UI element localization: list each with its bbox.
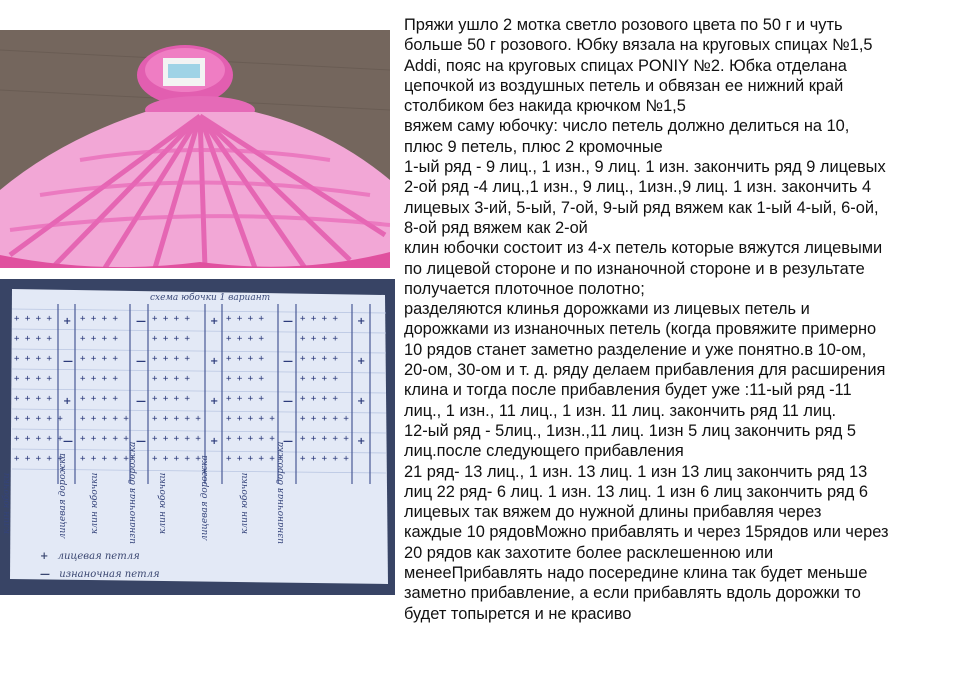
svg-text:+ + + +: + + + + (80, 374, 118, 384)
svg-text:+: + (63, 316, 72, 327)
text-line: вяжем саму юбочку: число петель должно делиться на 10, (404, 117, 850, 136)
svg-text:+ + + +: + + + + (14, 394, 52, 404)
svg-text:+: + (357, 436, 366, 447)
text-line: 20-ом, 30-ом и т. д. ряду делаем прибавления для расширения (404, 361, 886, 380)
svg-text:+ + + +: + + + + (226, 354, 264, 364)
svg-text:+ + + +: + + + + (300, 374, 338, 384)
svg-text:+ + + + +: + + + + + (300, 414, 349, 424)
legend-purl (40, 569, 160, 580)
text-line: разделяются клинья дорожками из лицевых петель и (404, 300, 810, 319)
text-line: получается плоточное полотно; (404, 279, 645, 298)
svg-text:+ + + + +: + + + + + (14, 414, 63, 424)
chart-column-label: лицевая дорожка (200, 455, 210, 541)
svg-text:+ + + +: + + + + (300, 394, 338, 404)
svg-text:+ + + + +: + + + + + (300, 434, 349, 444)
text-line: лиц., 1 изн., 11 лиц., 1 изн. 11 лиц. закончить ряд 11 лиц. (404, 401, 837, 420)
svg-text:+: + (357, 396, 366, 407)
svg-text:—: — (63, 356, 73, 367)
text-line: заметно прибавление, а если прибавлять вдоль дорожки то (404, 584, 861, 603)
text-line: лиц.после следующего прибавления (404, 442, 684, 461)
text-line: дорожками из изнаночных петель (когда провяжите примерно (404, 320, 877, 339)
text-line: Пряжи ушло 2 мотка светло розового цвета по 50 г и чуть (404, 16, 843, 34)
svg-text:+ + + +: + + + + (300, 334, 338, 344)
svg-text:+ + + +: + + + + (152, 314, 190, 324)
svg-text:+ + + + +: + + + + + (80, 434, 129, 444)
svg-text:—: — (136, 436, 146, 447)
svg-text:+ + + +: + + + + (14, 334, 52, 344)
svg-text:+ + + +: + + + + (152, 334, 190, 344)
svg-text:+ + + +: + + + + (300, 354, 338, 364)
chart-paper-illustration (0, 279, 395, 595)
svg-text:—: — (283, 396, 293, 407)
legend-text: лицевая петля (57, 551, 140, 562)
svg-text:+ + + +: + + + + (226, 334, 264, 344)
svg-text:+ + + +: + + + + (300, 314, 338, 324)
svg-text:—: — (283, 436, 293, 447)
svg-text:+ + + +: + + + + (80, 394, 118, 404)
chart-caption: схема юбочки 1 вариант (150, 293, 271, 303)
svg-text:+: + (210, 436, 219, 447)
text-line: клин юбочки состоит из 4-х петель которые вяжутся лицевыми (404, 239, 883, 258)
svg-text:—: — (136, 396, 146, 407)
instructions-text (404, 15, 956, 624)
svg-text:+: + (357, 316, 366, 327)
text-line: 1-ый ряд - 9 лиц., 1 изн., 9 лиц. 1 изн. закончить ряд 9 лицевых (404, 158, 886, 177)
chart-column-label: лицевая дорожка (58, 453, 68, 539)
svg-text:+ + + +: + + + + (80, 354, 118, 364)
text-line: 8-ой ряд вяжем как 2-ой (404, 218, 588, 237)
legend-symbol: + (40, 551, 49, 562)
chart-column-label: клин юбочки (2, 472, 12, 534)
svg-text:+ + + + +: + + + + + (80, 454, 129, 464)
text-line: менееПрибавлять надо посередине клина так будет меньше (404, 564, 868, 583)
svg-text:+: + (357, 356, 366, 367)
text-line: цепочкой из воздушных петель и обвязан ее нижний край (404, 76, 844, 95)
svg-text:+ + + + +: + + + + + (14, 454, 63, 464)
text-line: плюс 9 петель, плюс 2 кромочные (404, 137, 663, 156)
svg-text:+ + + + +: + + + + + (80, 414, 129, 424)
svg-text:+ + + + +: + + + + + (226, 454, 275, 464)
knitted-skirt-illustration (0, 30, 390, 268)
skirt-photo (0, 30, 390, 268)
svg-text:+ + + +: + + + + (152, 394, 190, 404)
svg-text:—: — (136, 356, 146, 367)
text-line: лицевых так вяжем до нужной длины прибавляя через (404, 503, 822, 522)
text-line: столбиком без накида крючком №1,5 (404, 97, 686, 116)
svg-text:+: + (210, 356, 219, 367)
legend-symbol: — (40, 569, 50, 580)
svg-text:+ + + +: + + + + (80, 334, 118, 344)
text-line: 10 рядов станет заметно разделение и уже понятно.в 10-ом, (404, 340, 867, 359)
text-line: 2-ой ряд -4 лиц.,1 изн., 9 лиц., 1изн.,9 лиц. 1 изн. закончить 4 (404, 178, 872, 197)
svg-text:—: — (283, 316, 293, 327)
svg-text:+ + + + +: + + + + + (226, 414, 275, 424)
svg-text:—: — (63, 436, 73, 447)
svg-text:—: — (136, 316, 146, 327)
svg-text:+ + + +: + + + + (152, 354, 190, 364)
svg-text:+ + + +: + + + + (226, 374, 264, 384)
text-line: Addi, пояс на круговых спицах PONIY №2. Юбка отделана (404, 56, 847, 75)
svg-text:+ + + + +: + + + + + (152, 414, 201, 424)
svg-text:+ + + + +: + + + + + (152, 434, 201, 444)
svg-text:—: — (283, 356, 293, 367)
chart-column-label: клин юбочки (240, 472, 250, 534)
svg-text:+ + + +: + + + + (226, 314, 264, 324)
legend-text: изнаночная петля (59, 569, 160, 580)
svg-text:+ + + +: + + + + (14, 314, 52, 324)
svg-text:+: + (63, 396, 72, 407)
chart-column-label: изнаночная дорожка (128, 441, 138, 544)
svg-text:+ + + +: + + + + (14, 354, 52, 364)
svg-text:+: + (210, 316, 219, 327)
text-line: каждые 10 рядовМожно прибавлять и через 15рядов или через (404, 523, 889, 542)
chart-column-label: изнаночная дорожка (276, 441, 286, 544)
chart-column-label: клин юбочки (158, 472, 168, 534)
text-line: клина и тогда после прибавления будет уже :11-ый ряд -11 (404, 381, 852, 400)
svg-text:+ + + + +: + + + + + (152, 454, 201, 464)
legend-knit (40, 551, 140, 562)
text-line: по лицевой стороне и по изнаночной стороне и в результате (404, 259, 865, 278)
svg-text:+: + (210, 396, 219, 407)
text-line: будет топырется и не красиво (404, 604, 632, 623)
chart-column-label: клин юбочки (90, 472, 100, 534)
knitting-chart-photo (0, 279, 395, 595)
text-line: 20 рядов как захотите более расклешенною или (404, 543, 774, 562)
svg-text:+ + + +: + + + + (226, 394, 264, 404)
svg-text:+ + + + +: + + + + + (226, 434, 275, 444)
text-line: 21 ряд- 13 лиц., 1 изн. 13 лиц. 1 изн 13 лиц закончить ряд 13 (404, 462, 868, 481)
svg-text:+ + + + +: + + + + + (14, 434, 63, 444)
svg-text:+ + + +: + + + + (14, 374, 52, 384)
text-line: лиц 22 ряд- 6 лиц. 1 изн. 13 лиц. 1 изн 6 лиц закончить ряд 6 (404, 482, 868, 501)
text-line: лицевых 3-ий, 5-ый, 7-ой, 9-ый ряд вяжем как 1-ый 4-ый, 6-ой, (404, 198, 879, 217)
text-line: больше 50 г розового. Юбку вязала на круговых спицах №1,5 (404, 36, 873, 55)
svg-text:+ + + +: + + + + (80, 314, 118, 324)
text-line: 12-ый ряд - 5лиц., 1изн.,11 лиц. 1изн 5 лиц закончить ряд 5 (404, 421, 856, 440)
svg-text:+ + + +: + + + + (152, 374, 190, 384)
svg-text:+ + + + +: + + + + + (300, 454, 349, 464)
